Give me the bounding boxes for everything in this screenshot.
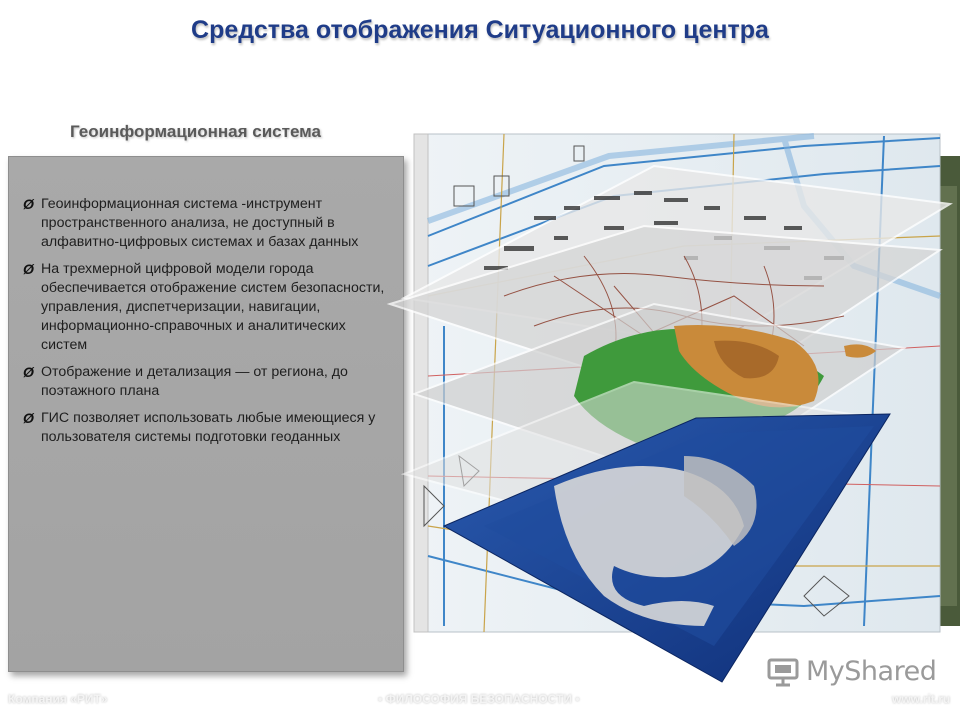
watermark-text: MyShared	[806, 656, 937, 687]
bullet-marker-icon: Ø	[23, 364, 34, 380]
gis-layers-svg	[384, 126, 960, 696]
list-item	[23, 409, 389, 447]
bullet-text: ГИС позволяет использовать любые имеющиеся у пользователя системы подготовки геоданных	[41, 410, 376, 445]
list-item	[23, 363, 389, 401]
bullet-text: Геоинформационная система -инструмент пространственного анализа, не доступный в алфавитно-цифровых системах и базах данных	[41, 196, 359, 250]
bullet-marker-icon: Ø	[23, 196, 34, 212]
bullet-marker-icon: Ø	[23, 410, 34, 426]
footer-company: Компания «РИТ»	[8, 692, 108, 706]
footer-website: www.rit.ru	[892, 692, 951, 706]
watermark	[766, 656, 936, 687]
bullet-list	[9, 157, 403, 447]
bullet-text: На трехмерной цифровой модели города обеспечивается отображение систем безопасности, управления, диспетчеризации, навигации, информационно-справочных и аналитических систем	[41, 261, 385, 353]
section-subtitle: Геоинформационная система	[70, 122, 321, 141]
list-item	[23, 195, 389, 252]
gis-layers-illustration	[384, 126, 960, 696]
bullet-marker-icon: Ø	[23, 261, 34, 277]
footer-slogan: • ФИЛОСОФИЯ БЕЗОПАСНОСТИ •	[378, 692, 580, 706]
bullet-text: Отображение и детализация — от региона, до поэтажного плана	[41, 364, 348, 399]
description-panel	[8, 156, 404, 672]
slide-title: Средства отображения Ситуационного центра	[191, 16, 769, 44]
presentation-icon	[766, 657, 800, 687]
list-item	[23, 260, 389, 355]
